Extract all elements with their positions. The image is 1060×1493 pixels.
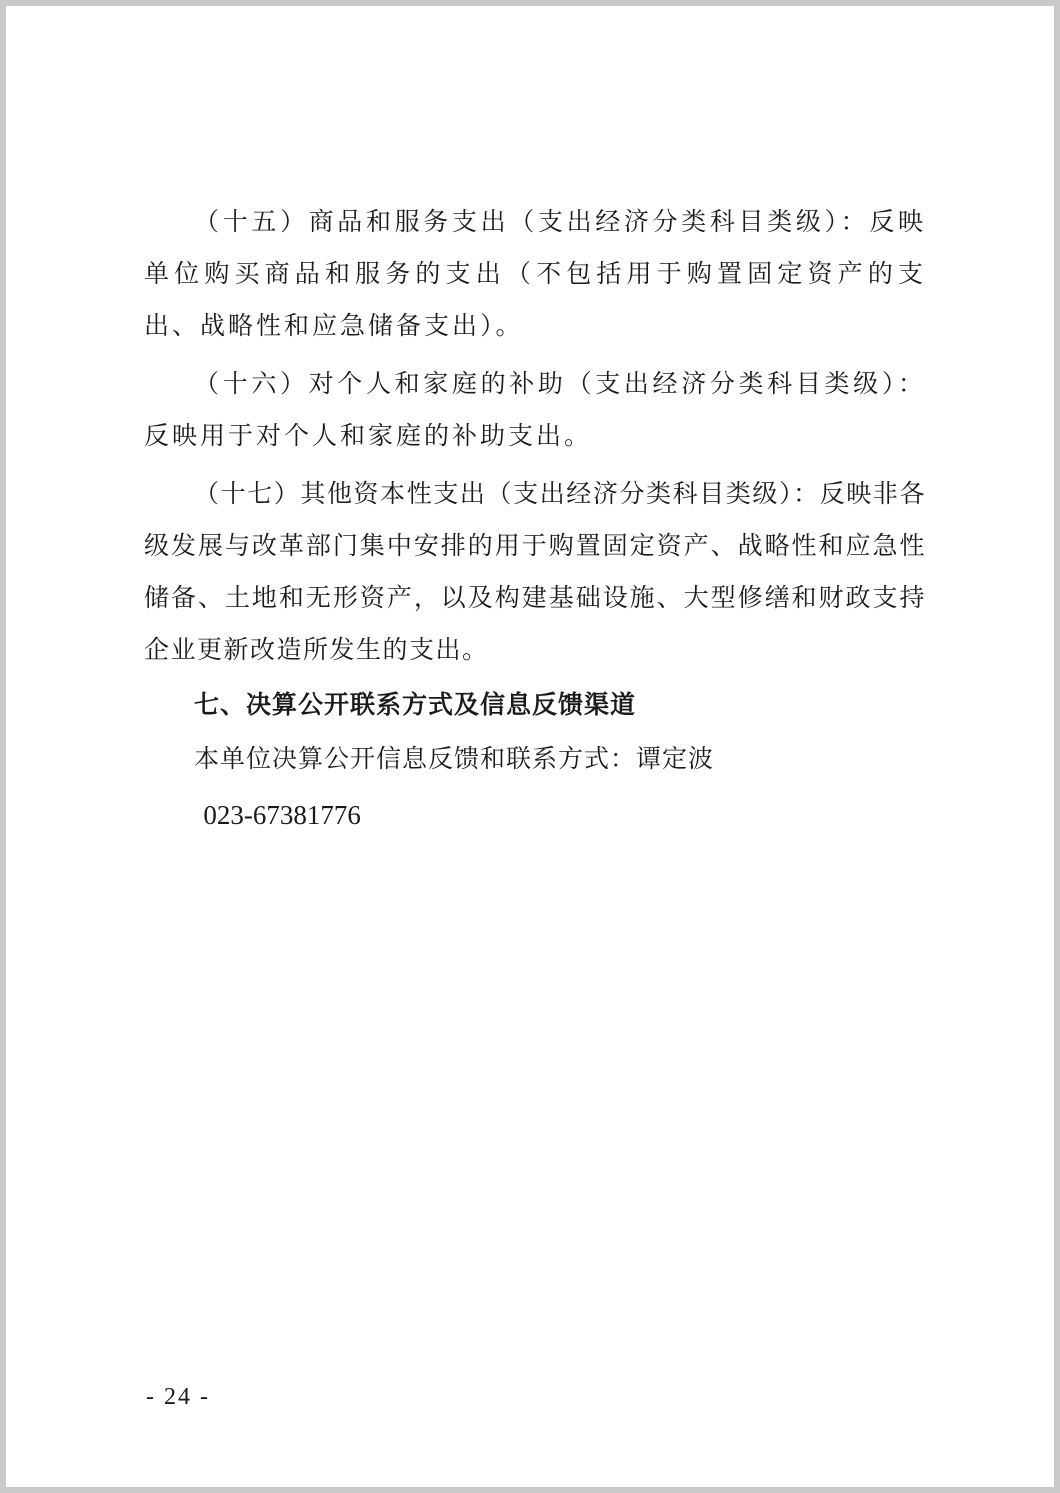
contact-person-line: 本单位决算公开信息反馈和联系方式：谭定波 [194,744,715,773]
contact-phone: 023-67381776 [203,800,361,830]
document-body [144,196,926,838]
paragraph-other-capital: （十七）其他资本性支出（支出经济分类科目类级）：反映非各级发展与改革部门集中安排的用于购置固定资产、战略性和应急性储备、土地和无形资产，以及构建基础设施、大型修缮和财政支持企业更新改造所发生的支出。 [144,479,926,664]
page-number: - 24 - [146,1384,210,1410]
paragraph-household-subsidy: （十六）对个人和家庭的补助（支出经济分类科目类级）：反映用于对个人和家庭的补助支出。 [144,369,926,450]
paragraph-goods-services: （十五）商品和服务支出（支出经济分类科目类级）：反映单位购买商品和服务的支出（不包括用于购置固定资产的支出、战略性和应急储备支出）。 [144,207,926,340]
section-heading-contact: 七、决算公开联系方式及信息反馈渠道 [194,690,637,719]
